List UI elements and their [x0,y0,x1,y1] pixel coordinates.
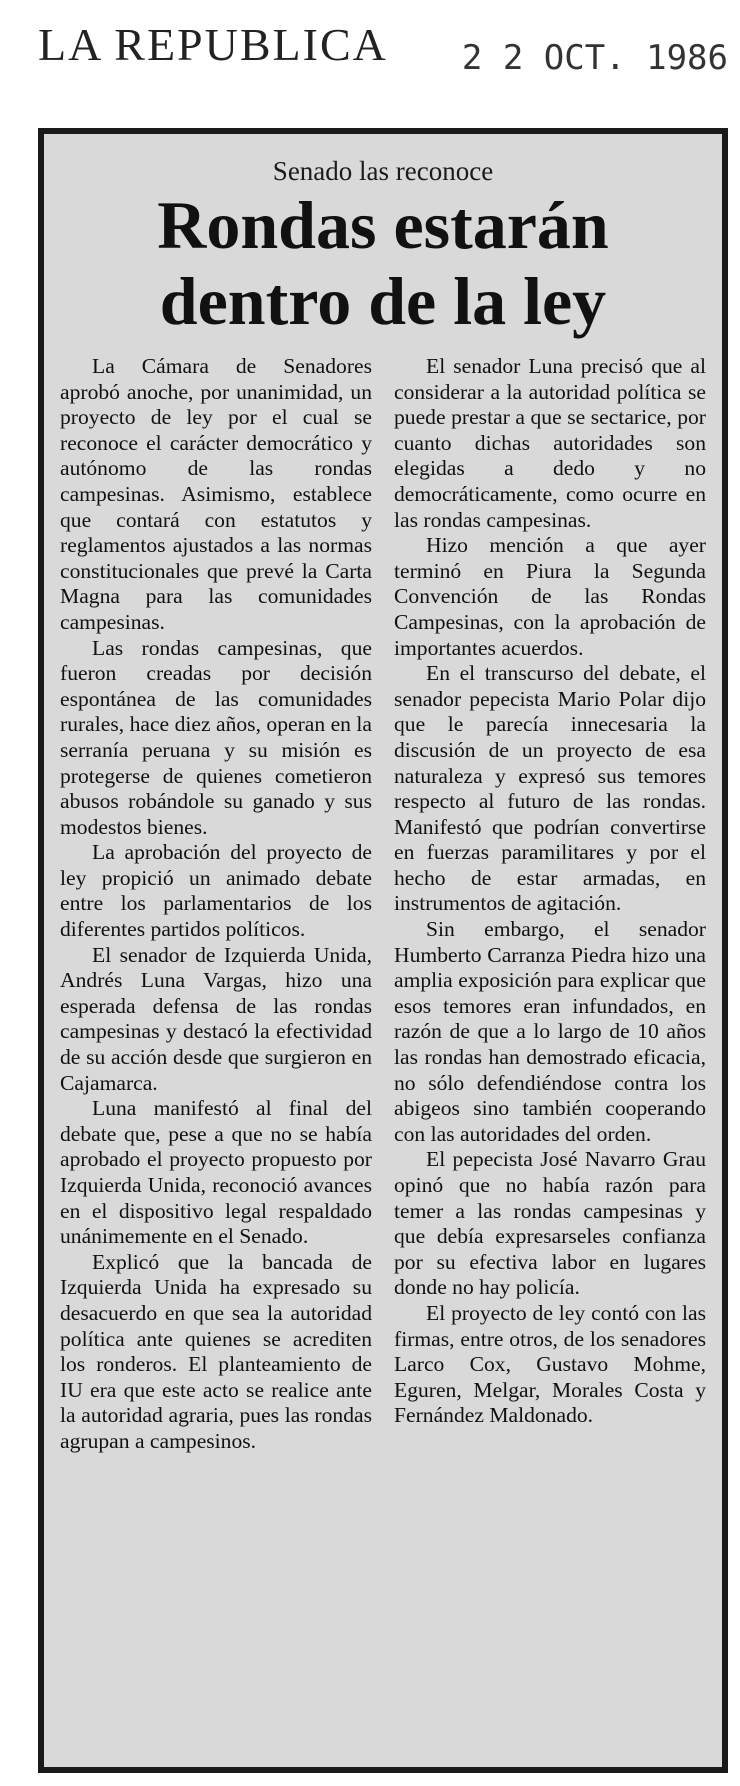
newspaper-name: LA REPUBLICA [38,19,388,70]
article-paragraph: La Cámara de Senadores aprobó anoche, por unanimidad, un proyecto de ley por el cual se reconoce el carácter democrático y autónomo de las rondas campesinas. Asimismo, establece que contará con estatutos y reglamentos ajustados a las normas constitucionales que prevé la Carta Magna para las comunidades campesinas. [60,354,372,634]
article-paragraph: Sin embargo, el senador Humberto Carranza Piedra hizo una amplia exposición para explicar que esos temores eran infundados, en razón de que a lo largo de 10 años las rondas han demostrado eficacia, no sólo defendiéndose contra los abigeos sino también cooperando con las autoridades del orden. [394,917,706,1146]
article-clipping [38,128,728,1773]
article-paragraph: Las rondas campesinas, que fueron creadas por decisión espontánea de las comunidades rurales, hace diez años, operan en la serranía peruana y su misión es protegerse de quienes cometieron abusos robándole su ganado y sus modestos bienes. [60,635,372,839]
article-paragraph: Explicó que la bancada de Izquierda Unida ha expresado su desacuerdo en que sea la autoridad política ante quienes se acrediten los ronderos. El planteamiento de IU era que este acto se realice ante la autoridad agraria, pues las rondas agrupan a campesinos. [60,1249,372,1453]
article-paragraph: El senador Luna precisó que al considerar a la autoridad política se puede prestar a que se sectarice, por cuanto dichas autoridades son elegidas a dedo y no democráticamente, como ocurre en las rondas campesinas. [394,354,706,532]
article-paragraph: El senador de Izquierda Unida, Andrés Luna Vargas, hizo una esperada defensa de las rondas campesinas y destacó la efectividad de su acción desde que surgieron en Cajamarca. [60,942,372,1095]
article-body [60,354,706,1757]
article-paragraph: El pepecista José Navarro Grau opinó que no había razón para temer a las rondas campesinas y que debía expresarseles confianza por su efectiva labor en lugares donde no hay policía. [394,1147,706,1300]
masthead [38,10,728,90]
headline-line-2: dentro de la ley [159,263,607,339]
clipping-date-stamp: 2 2 OCT. 1986 [461,38,728,78]
article-headline [60,187,706,339]
article-paragraph: En el transcurso del debate, el senador pepecista Mario Polar dijo que le parecía innecesaria la discusión de un proyecto de esa naturaleza y expresó sus temores respecto al futuro de las rondas. Manifestó que podrían convertirse en fuerzas paramilitares y por el hecho de estar armadas, en instrumentos de agitación. [394,661,706,916]
article-paragraph: Hizo mención a que ayer terminó en Piura la Segunda Convención de las Rondas Campesinas, con la aprobación de importantes acuerdos. [394,533,706,660]
article-kicker: Senado las reconoce [272,156,494,186]
article-paragraph: Luna manifestó al final del debate que, pese a que no se había aprobado el proyecto propuesto por Izquierda Unida, reconoció avances en el dispositivo legal respaldado unánimemente en el Senado. [60,1096,372,1249]
article-paragraph: El proyecto de ley contó con las firmas, entre otros, de los senadores Larco Cox, Gustavo Mohme, Eguren, Melgar, Morales Costa y Fernández Maldonado. [394,1300,706,1428]
headline-line-1: Rondas estarán [157,187,609,263]
article-paragraph: La aprobación del proyecto de ley propició un animado debate entre los parlamentarios de los diferentes partidos políticos. [60,840,372,942]
